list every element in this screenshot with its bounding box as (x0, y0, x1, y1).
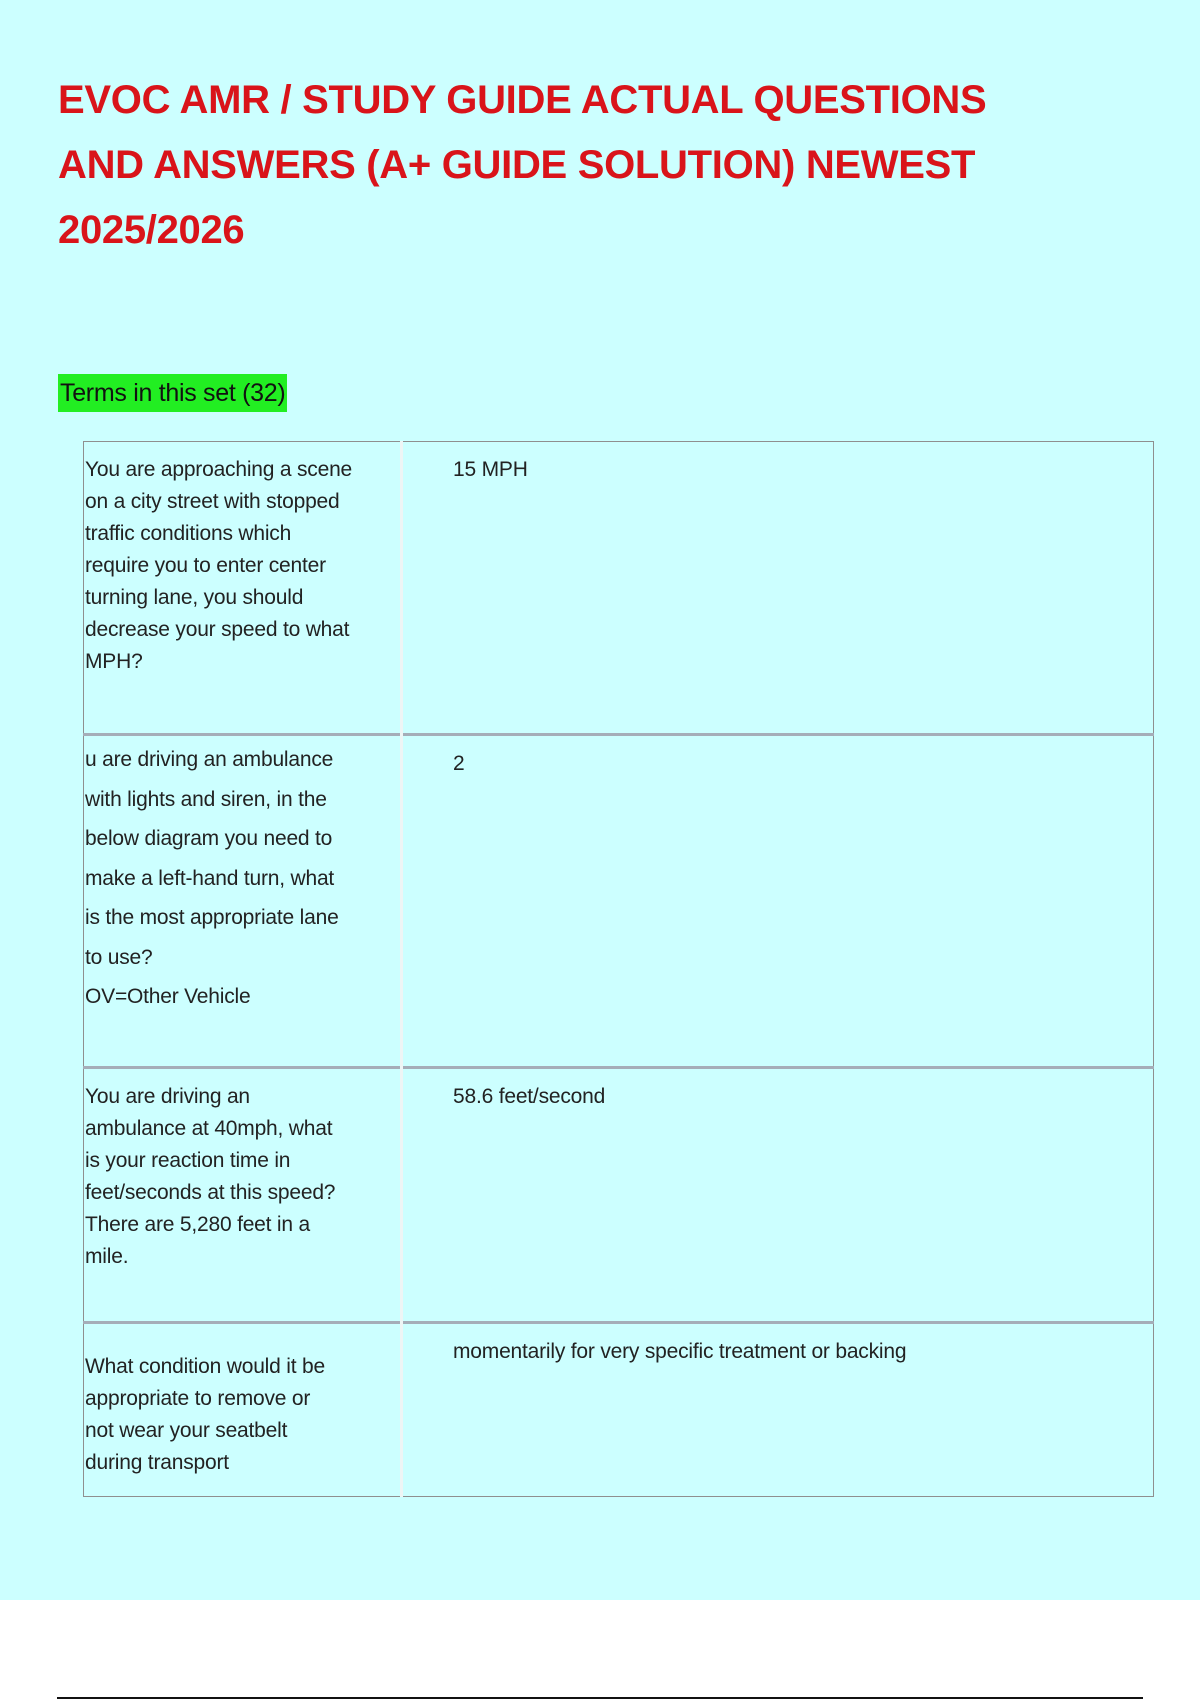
question-line: What condition would it be (85, 1355, 325, 1378)
title-line-3: 2025/2026 (58, 208, 245, 252)
question-line: You are driving an (85, 1085, 250, 1108)
question-line: OV=Other Vehicle (85, 985, 251, 1008)
question-line: mile. (85, 1245, 129, 1268)
qa-table (83, 441, 1154, 1497)
answer-cell: 2 (453, 752, 465, 775)
table-row (84, 1068, 1154, 1323)
question-line: MPH? (85, 650, 143, 673)
table-row (84, 442, 1154, 735)
title-line-1: EVOC AMR / STUDY GUIDE ACTUAL QUESTIONS (58, 78, 987, 122)
question-line: You are approaching a scene (85, 458, 353, 481)
question-line: during transport (85, 1451, 229, 1474)
question-line: appropriate to remove or (85, 1387, 311, 1410)
question-line: is your reaction time in (85, 1149, 291, 1172)
answer-cell: 15 MPH (453, 458, 528, 481)
table-row (84, 735, 1154, 1068)
answer-cell: momentarily for very specific treatment or backing (453, 1340, 907, 1363)
question-line: u are driving an ambulance (85, 748, 334, 771)
question-line: below diagram you need to (85, 827, 333, 850)
question-line: to use? (85, 945, 153, 969)
question-cell (84, 442, 402, 735)
question-line: ambulance at 40mph, what (85, 1117, 333, 1140)
document-title (58, 68, 1058, 263)
question-line: not wear your seatbelt (85, 1419, 288, 1442)
question-cell (84, 1068, 402, 1323)
question-line: on a city street with stopped (85, 490, 340, 513)
question-line: is the most appropriate lane (85, 906, 339, 929)
question-line: require you to enter center (85, 554, 326, 577)
question-cell (84, 1323, 402, 1497)
footer-divider (57, 1697, 1143, 1699)
terms-count-label: Terms in this set (32) (58, 374, 287, 412)
question-line: make a left-hand turn, what (85, 866, 335, 890)
question-line: turning lane, you should (85, 586, 304, 609)
question-line: with lights and siren, in the (85, 787, 327, 811)
title-line-2: AND ANSWERS (A+ GUIDE SOLUTION) NEWEST (58, 143, 976, 187)
table-row (84, 1323, 1154, 1497)
question-line: There are 5,280 feet in a (85, 1213, 310, 1236)
question-line: traffic conditions which (85, 522, 292, 545)
question-line: decrease your speed to what (85, 618, 350, 641)
question-cell (84, 735, 402, 1068)
question-line: feet/seconds at this speed? (85, 1181, 336, 1204)
answer-cell: 58.6 feet/second (453, 1085, 606, 1108)
